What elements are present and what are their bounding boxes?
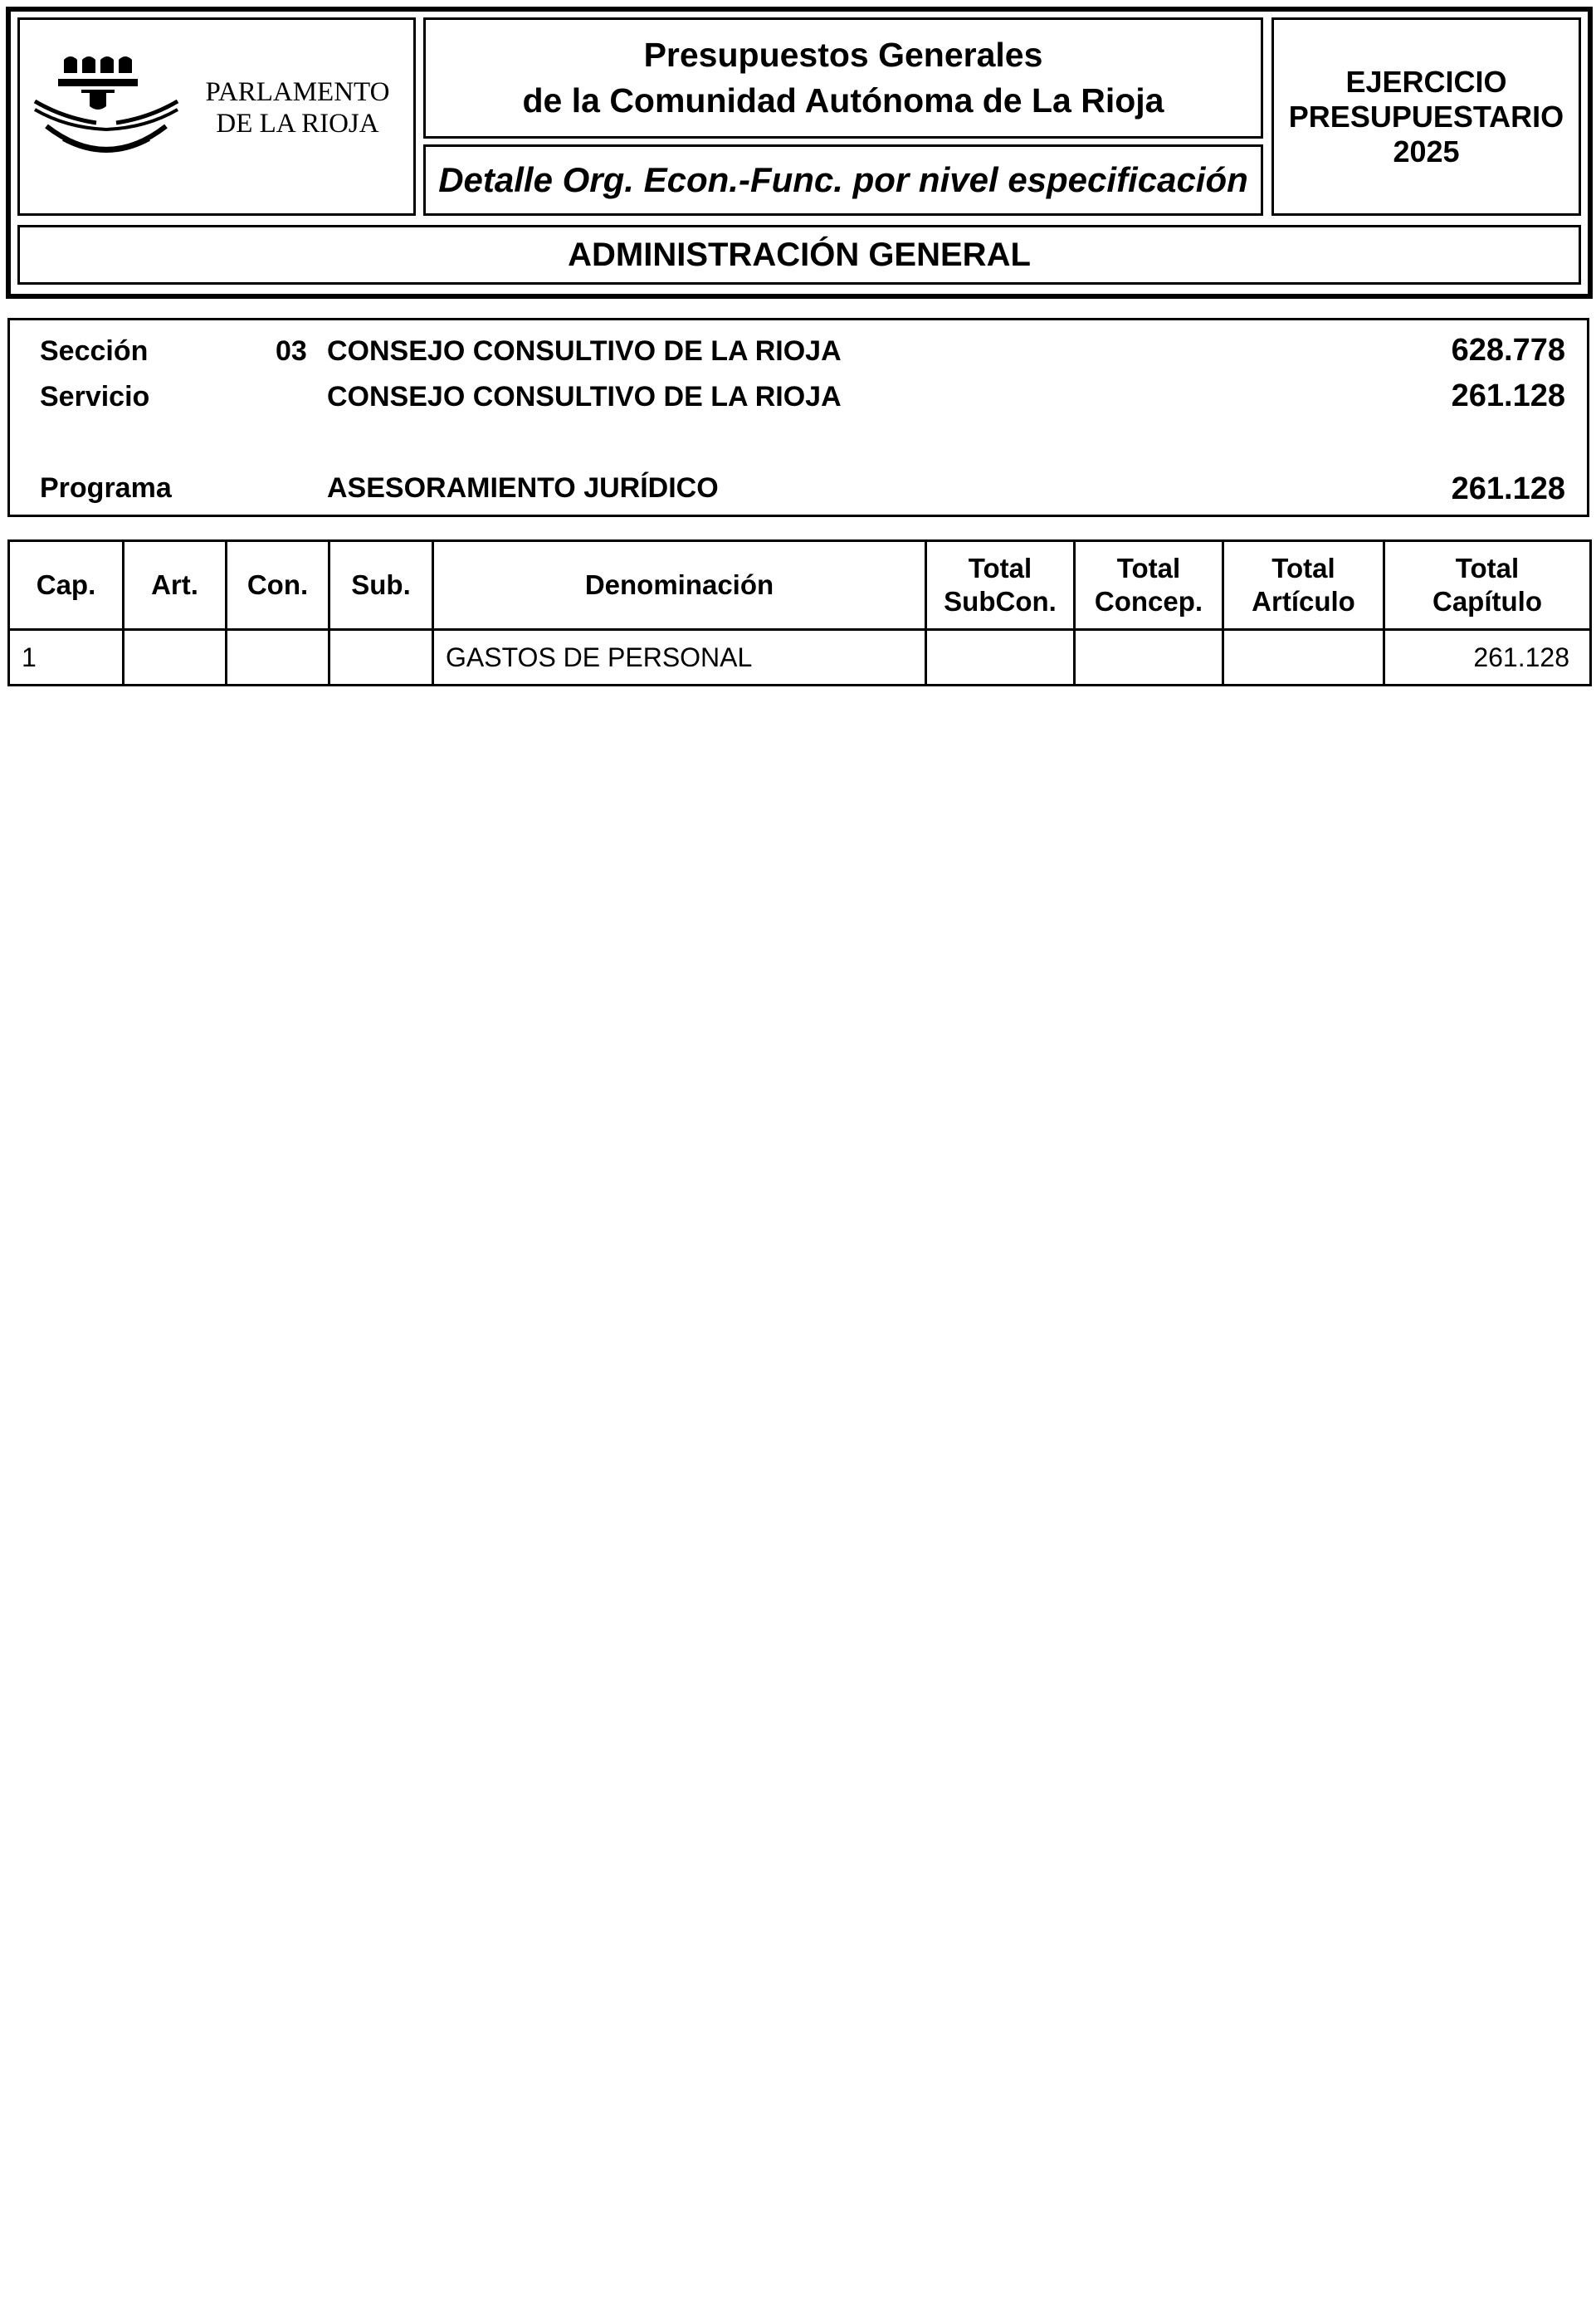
ejercicio-box <box>1271 17 1581 216</box>
header-art: Art. <box>124 541 227 630</box>
header-total-capitulo-line1: Total <box>1455 553 1520 583</box>
cell-total-subcon <box>926 630 1075 686</box>
seccion-amount: 628.778 <box>1451 333 1565 368</box>
programa-name: ASESORAMIENTO JURÍDICO <box>327 472 719 504</box>
logo-text-line1: PARLAMENTO <box>205 77 390 107</box>
programa-label: Programa <box>40 472 172 504</box>
admin-title: ADMINISTRACIÓN GENERAL <box>568 236 1031 273</box>
seccion-code: 03 <box>276 335 307 367</box>
programa-amount: 261.128 <box>1451 471 1565 506</box>
header-total-articulo-line1: Total <box>1271 553 1335 583</box>
parliament-emblem-icon <box>30 56 188 163</box>
logo-text-line2: DE LA RIOJA <box>216 109 379 139</box>
title-box <box>423 17 1263 139</box>
header-total-concep-line2: Concep. <box>1094 586 1203 617</box>
header-cap: Cap. <box>9 541 124 630</box>
header-sub: Sub. <box>329 541 433 630</box>
subtitle: Detalle Org. Econ.-Func. por nivel especificación <box>438 160 1248 199</box>
cell-con <box>227 630 329 686</box>
cell-total-concep <box>1075 630 1223 686</box>
title-line2: de la Comunidad Autónoma de La Rioja <box>522 81 1164 120</box>
cell-art <box>124 630 227 686</box>
cell-cap: 1 <box>9 630 124 686</box>
cell-sub <box>329 630 433 686</box>
admin-box <box>17 225 1581 285</box>
header-total-concep <box>1075 541 1223 630</box>
header-total-concep-line1: Total <box>1116 553 1181 583</box>
table-header-row <box>9 541 1591 630</box>
logo-text <box>196 76 399 139</box>
ejercicio-label: EJERCICIO <box>1345 64 1507 99</box>
servicio-amount: 261.128 <box>1451 378 1565 413</box>
seccion-label: Sección <box>40 335 149 367</box>
cell-denominacion: GASTOS DE PERSONAL <box>433 630 926 686</box>
presupuestario-label: PRESUPUESTARIO <box>1288 99 1564 134</box>
header-total-subcon <box>926 541 1075 630</box>
header-total-capitulo-line2: Capítulo <box>1432 586 1542 617</box>
header-denominacion: Denominación <box>433 541 926 630</box>
info-block <box>7 318 1589 517</box>
seccion-name: CONSEJO CONSULTIVO DE LA RIOJA <box>327 335 842 367</box>
header-con: Con. <box>227 541 329 630</box>
subtitle-box <box>423 144 1263 216</box>
cell-total-capitulo: 261.128 <box>1384 630 1591 686</box>
servicio-name: CONSEJO CONSULTIVO DE LA RIOJA <box>327 381 842 412</box>
header-total-subcon-line2: SubCon. <box>944 586 1057 617</box>
header-total-articulo <box>1223 541 1384 630</box>
header-total-capitulo <box>1384 541 1591 630</box>
header-total-subcon-line1: Total <box>968 553 1032 583</box>
table-row <box>9 630 1591 686</box>
header-total-articulo-line2: Artículo <box>1252 586 1355 617</box>
servicio-label: Servicio <box>40 381 150 412</box>
cell-total-articulo <box>1223 630 1384 686</box>
budget-table <box>7 539 1592 686</box>
ejercicio-year: 2025 <box>1393 134 1460 168</box>
title-line1: Presupuestos Generales <box>643 36 1043 74</box>
